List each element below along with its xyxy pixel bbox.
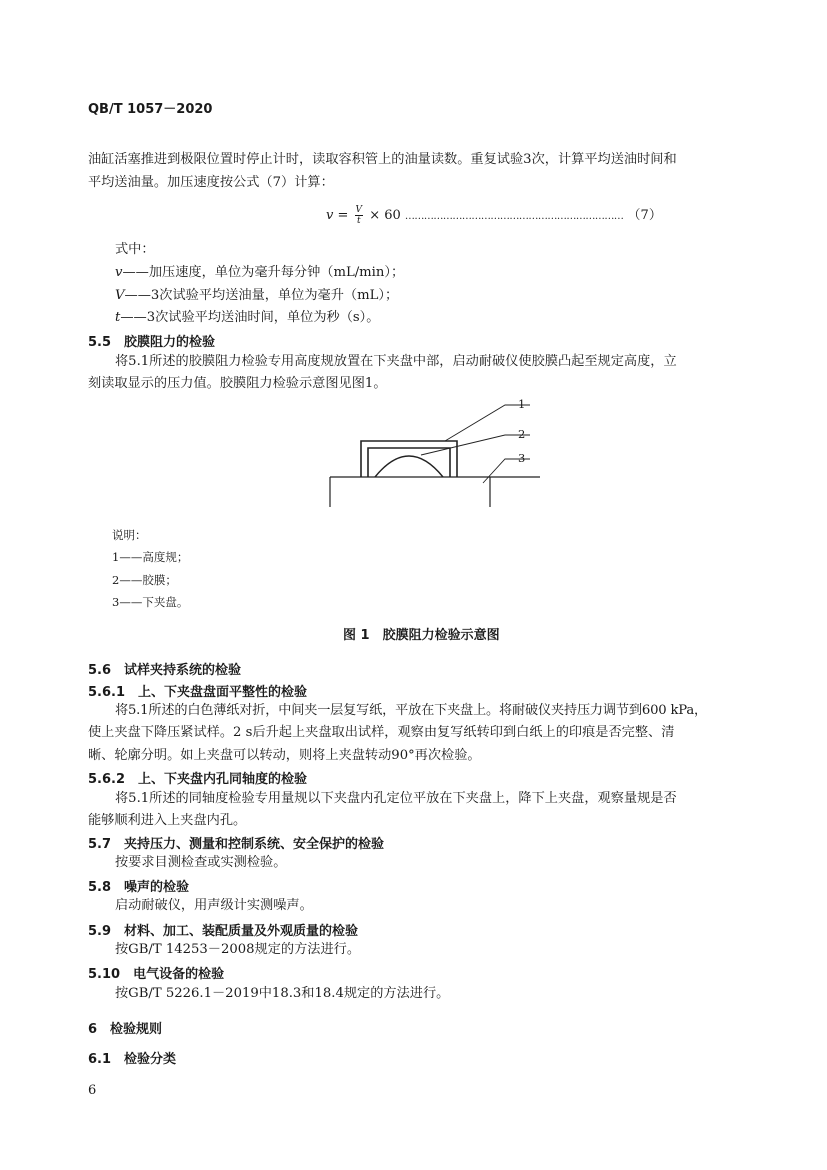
where-symbol: V: [115, 288, 125, 303]
figure-legend-title: 说明：: [112, 528, 147, 542]
formula-eq: =: [337, 208, 349, 223]
section-5-6-1-line-1: 将5.1所述的白色薄纸对折，中间夹一层复写纸，平放在下夹盘上。将耐破仪夹持压力调节到600 kPa，: [115, 703, 707, 718]
where-item-t: [115, 306, 379, 329]
formula-leader-dots: ……………………………………………………………: [404, 211, 624, 222]
section-5-9-body: 按GB/T 14253－2008规定的方法进行。: [115, 942, 361, 957]
section-5-10-body: 按GB/T 5226.1－2019中18.3和18.4规定的方法进行。: [115, 986, 450, 1001]
section-5-5-line-2: 刻读取显示的压力值。胶膜阻力检验示意图见图1。: [88, 376, 387, 391]
figure-legend-item: 3——下夹盘。: [112, 595, 189, 609]
section-5-5-heading: 5.5 胶膜阻力的检验: [88, 335, 216, 350]
section-5-8-heading: 5.8 噪声的检验: [88, 880, 190, 895]
figure-legend-item: 1——高度规；: [112, 550, 189, 564]
section-5-9-heading: 5.9 材料、加工、装配质量及外观质量的检验: [88, 924, 359, 939]
where-item-v: [115, 261, 404, 284]
document-number: QB/T 1057－2020: [88, 102, 213, 117]
intro-line-2: 平均送油量。加压速度按公式（7）计算：: [88, 175, 334, 190]
formula-lhs: v: [326, 208, 334, 223]
section-5-6-2-line-1: 将5.1所述的同轴度检验专用量规以下夹盘内孔定位平放在下夹盘上，降下上夹盘，观察量规是否: [115, 791, 677, 806]
formula-number: （7）: [627, 208, 662, 223]
where-label: 式中：: [115, 242, 155, 257]
page-number: 6: [88, 1083, 97, 1098]
section-5-6-1-heading: 5.6.1 上、下夹盘盘面平整性的检验: [88, 685, 308, 700]
where-text: ——3次试验平均送油时间，单位为秒（s）。: [120, 310, 380, 325]
where-text: ——3次试验平均送油量，单位为毫升（mL）；: [124, 288, 399, 303]
where-symbol: v: [115, 265, 123, 280]
figure-legend-item: 2——胶膜；: [112, 573, 177, 587]
section-5-10-heading: 5.10 电气设备的检验: [88, 967, 225, 982]
callout-1: 1: [518, 397, 526, 411]
formula-numerator: V: [355, 205, 363, 215]
where-text: ——加压速度，单位为毫升每分钟（mL/min）；: [122, 265, 405, 280]
section-5-5-line-1: 将5.1所述的胶膜阻力检验专用高度规放置在下夹盘中部，启动耐破仪使胶膜凸起至规定高度，立: [115, 354, 677, 369]
figure-1-diagram: [325, 395, 545, 515]
formula-rest: × 60: [369, 208, 401, 223]
section-5-6-1-line-3: 晰、轮廓分明。如上夹盘可以转动，则将上夹盘转动90°再次检验。: [88, 748, 481, 763]
where-item-V: [115, 284, 398, 307]
section-5-6-2-heading: 5.6.2 上、下夹盘内孔同轴度的检验: [88, 772, 308, 787]
callout-2: 2: [518, 427, 526, 441]
section-5-6-2-line-2: 能够顺利进入上夹盘内孔。: [88, 813, 247, 828]
section-5-7-heading: 5.7 夹持压力、测量和控制系统、安全保护的检验: [88, 837, 385, 852]
intro-line-1: 油缸活塞推进到极限位置时停止计时，读取容积管上的油量读数。重复试验3次，计算平均送油时间和: [88, 152, 677, 167]
figure-1-caption: 图 1 胶膜阻力检验示意图: [343, 628, 500, 643]
section-5-7-body: 按要求目测检查或实测检验。: [115, 855, 287, 870]
callout-3: 3: [518, 451, 526, 465]
where-symbol: t: [115, 310, 121, 325]
section-5-6-1-line-2: 使上夹盘下降压紧试样。2 s后升起上夹盘取出试样，观察由复写纸转印到白纸上的印痕是否完整、清: [88, 725, 675, 740]
section-5-6-heading: 5.6 试样夹持系统的检验: [88, 663, 242, 678]
section-5-8-body: 启动耐破仪，用声级计实测噪声。: [115, 898, 313, 913]
formula-denominator: t: [356, 216, 361, 226]
formula-7: [326, 204, 662, 228]
section-6-1-heading: 6.1 检验分类: [88, 1052, 177, 1067]
section-6-heading: 6 检验规则: [88, 1022, 163, 1037]
formula-fraction: [355, 205, 364, 226]
